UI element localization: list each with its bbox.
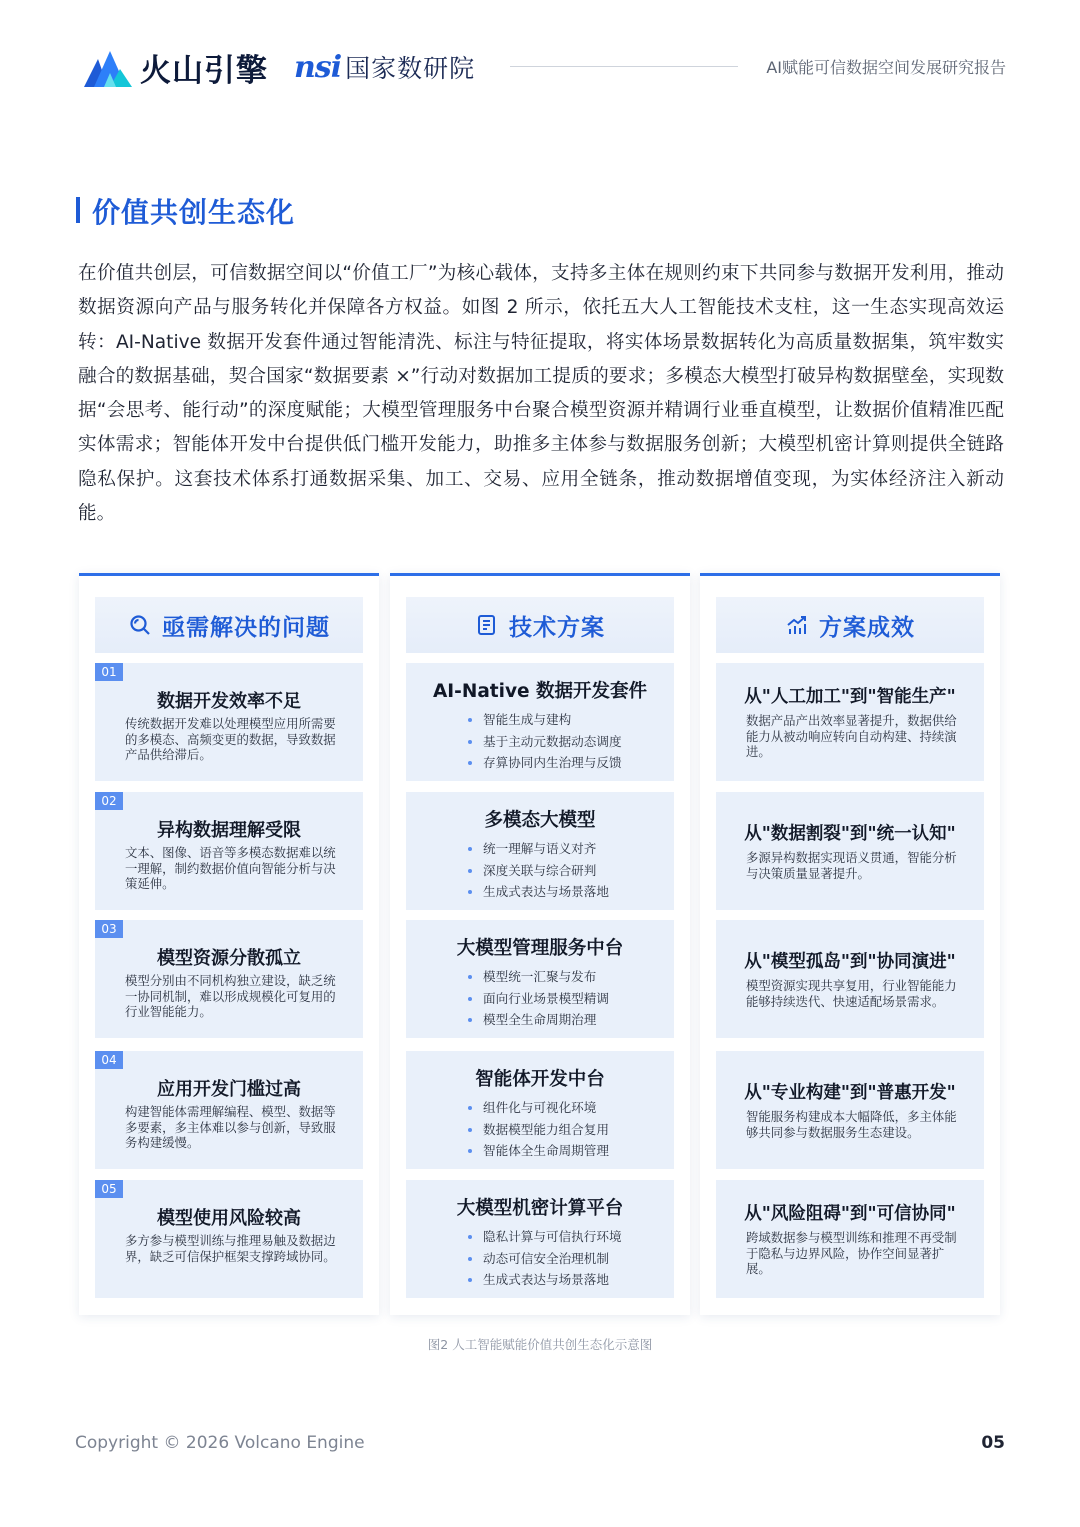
solution-title: AI-Native 数据开发套件 (432, 681, 648, 702)
solution-feature-list (468, 1226, 622, 1291)
problem-number: 02 (95, 792, 123, 810)
solution-title: 多模态大模型 (484, 810, 596, 831)
volcano-engine-logo (84, 44, 274, 90)
problem-number: 05 (95, 1180, 123, 1198)
result-title: 从"数据割裂"到"统一认知" (744, 824, 956, 844)
solution-feature: 智能生成与建构 (468, 709, 622, 731)
nsi-logo-name: 国家数研院 (345, 54, 476, 83)
figure-caption: 图2 人工智能赋能价值共创生态化示意图 (427, 1337, 653, 1352)
problem-number: 03 (95, 920, 123, 938)
solution-card (406, 920, 674, 1038)
solution-card (406, 1180, 674, 1298)
document-icon (475, 613, 499, 637)
problem-card (95, 1180, 363, 1298)
problem-title: 异构数据理解受限 (157, 820, 301, 841)
result-description: 跨域数据参与模型训练和推理不再受制于隐私与边界风险，协作空间显著扩展。 (746, 1230, 957, 1276)
result-card (716, 663, 984, 781)
solution-feature: 组件化与可视化环境 (468, 1097, 609, 1119)
result-card (716, 792, 984, 910)
solution-feature: 生成式表达与场景落地 (468, 881, 609, 903)
problem-title: 数据开发效率不足 (157, 691, 301, 712)
solution-card (406, 663, 674, 781)
problem-card (95, 920, 363, 1038)
section-title: 价值共创生态化 (92, 196, 296, 229)
solution-feature-list (468, 709, 622, 774)
solutions-column-header (406, 597, 674, 653)
result-title: 从"风险阻碍"到"可信协同" (744, 1204, 956, 1224)
solution-title: 大模型机密计算平台 (456, 1198, 624, 1219)
solution-feature: 统一理解与语义对齐 (468, 838, 609, 860)
problem-number: 04 (95, 1051, 123, 1069)
solution-feature: 数据模型能力组合复用 (468, 1119, 609, 1141)
solution-feature: 存算协同内生治理与反馈 (468, 752, 622, 774)
solution-feature: 隐私计算与可信执行环境 (468, 1226, 622, 1248)
problem-card (95, 663, 363, 781)
solution-feature: 面向行业场景模型精调 (468, 988, 609, 1010)
solution-feature: 模型统一汇聚与发布 (468, 966, 609, 988)
solution-feature: 智能体全生命周期管理 (468, 1140, 609, 1162)
footer-copyright: Copyright © 2026 Volcano Engine (75, 1433, 365, 1453)
nsi-logo (294, 46, 475, 88)
solution-feature: 模型全生命周期治理 (468, 1009, 609, 1031)
section-title-bar (76, 197, 80, 223)
volcano-engine-wordmark: 火山引擎 (140, 52, 268, 89)
results-column-title: 方案成效 (819, 614, 915, 641)
solution-feature: 生成式表达与场景落地 (468, 1269, 622, 1291)
nsi-logo-mark: nsi (294, 49, 342, 85)
page-number: 05 (981, 1433, 1005, 1453)
volcano-mountain-icon (84, 47, 132, 87)
solution-card (406, 1051, 674, 1169)
result-title: 从"专业构建"到"普惠开发" (744, 1083, 956, 1103)
solution-feature: 深度关联与综合研判 (468, 860, 609, 882)
header-divider (510, 66, 738, 67)
solution-feature-list (468, 838, 609, 903)
result-description: 多源异构数据实现语义贯通，智能分析与决策质量显著提升。 (746, 850, 957, 881)
problem-description: 文本、图像、语音等多模态数据难以统一理解，制约数据价值向智能分析与决策延伸。 (125, 845, 336, 891)
problem-title: 模型使用风险较高 (157, 1208, 301, 1229)
result-description: 智能服务构建成本大幅降低，多主体能够共同参与数据服务生态建设。 (746, 1109, 957, 1140)
result-card (716, 1051, 984, 1169)
solution-card (406, 792, 674, 910)
problem-card (95, 1051, 363, 1169)
report-title: AI赋能可信数据空间发展研究报告 (766, 58, 1006, 77)
solution-title: 智能体开发中台 (475, 1069, 605, 1090)
solution-feature-list (468, 1097, 609, 1162)
search-icon (128, 613, 152, 637)
problems-column-header (95, 597, 363, 653)
problem-title: 应用开发门槛过高 (157, 1079, 301, 1100)
result-description: 模型资源实现共享复用，行业智能能力能够持续迭代、快速适配场景需求。 (746, 978, 957, 1009)
problem-description: 多方参与模型训练与推理易触及数据边界，缺乏可信保护框架支撑跨域协同。 (125, 1233, 336, 1264)
solution-feature: 基于主动元数据动态调度 (468, 731, 622, 753)
page-header (0, 0, 1080, 110)
result-title: 从"人工加工"到"智能生产" (744, 687, 956, 707)
problem-description: 模型分别由不同机构独立建设，缺乏统一协同机制，难以形成规模化可复用的行业智能能力。 (125, 973, 336, 1019)
problem-number: 01 (95, 663, 123, 681)
problem-title: 模型资源分散孤立 (157, 948, 301, 969)
result-card (716, 920, 984, 1038)
section-paragraph: 在价值共创层，可信数据空间以“价值工厂”为核心载体，支持多主体在规则约束下共同参与数据开发利用，推动数据资源向产品与服务转化并保障各方权益。如图 2 所示，依托五大人工智能技术支柱，这一生态实现高效运转：AI-Native 数据开发套件通过智能清洗、标注与特征提取，将实体场景数据转化为高质量数据集，筑牢数实融合的数据基础，契合国家“数据要素 ×”行动对数据加工提质的要求；多模态大模型打破异构数据壁垒，实现数据“会思考、能行动”的深度赋能；大模型管理服务中台聚合模型资源并精调行业垂直模型，让数据价值精准匹配实体需求；智能体开发中台提供低门槛开发能力，助推多主体参与数据服务创新；大模型机密计算则提供全链路隐私保护。这套技术体系打通数据采集、加工、交易、应用全链条，推动数据增值变现，为实体经济注入新动能。 (78, 263, 1004, 525)
chart-icon (785, 613, 809, 637)
solution-title: 大模型管理服务中台 (456, 938, 624, 959)
problem-description: 传统数据开发难以处理模型应用所需要的多模态、高频变更的数据，导致数据产品供给滞后。 (125, 716, 336, 762)
problems-column (79, 573, 379, 1315)
problem-description: 构建智能体需理解编程、模型、数据等多要素，多主体难以参与创新，导致服务构建缓慢。 (125, 1104, 336, 1150)
solutions-column (390, 573, 690, 1315)
result-card (716, 1180, 984, 1298)
result-description: 数据产品产出效率显著提升，数据供给能力从被动响应转向自动构建、持续演进。 (746, 713, 957, 759)
solution-feature: 动态可信安全治理机制 (468, 1248, 622, 1270)
solution-feature-list (468, 966, 609, 1031)
results-column-header (716, 597, 984, 653)
problems-column-title: 亟需解决的问题 (162, 614, 330, 641)
problem-card (95, 792, 363, 910)
result-title: 从"模型孤岛"到"协同演进" (744, 952, 956, 972)
results-column (700, 573, 1000, 1315)
solutions-column-title: 技术方案 (509, 614, 605, 641)
